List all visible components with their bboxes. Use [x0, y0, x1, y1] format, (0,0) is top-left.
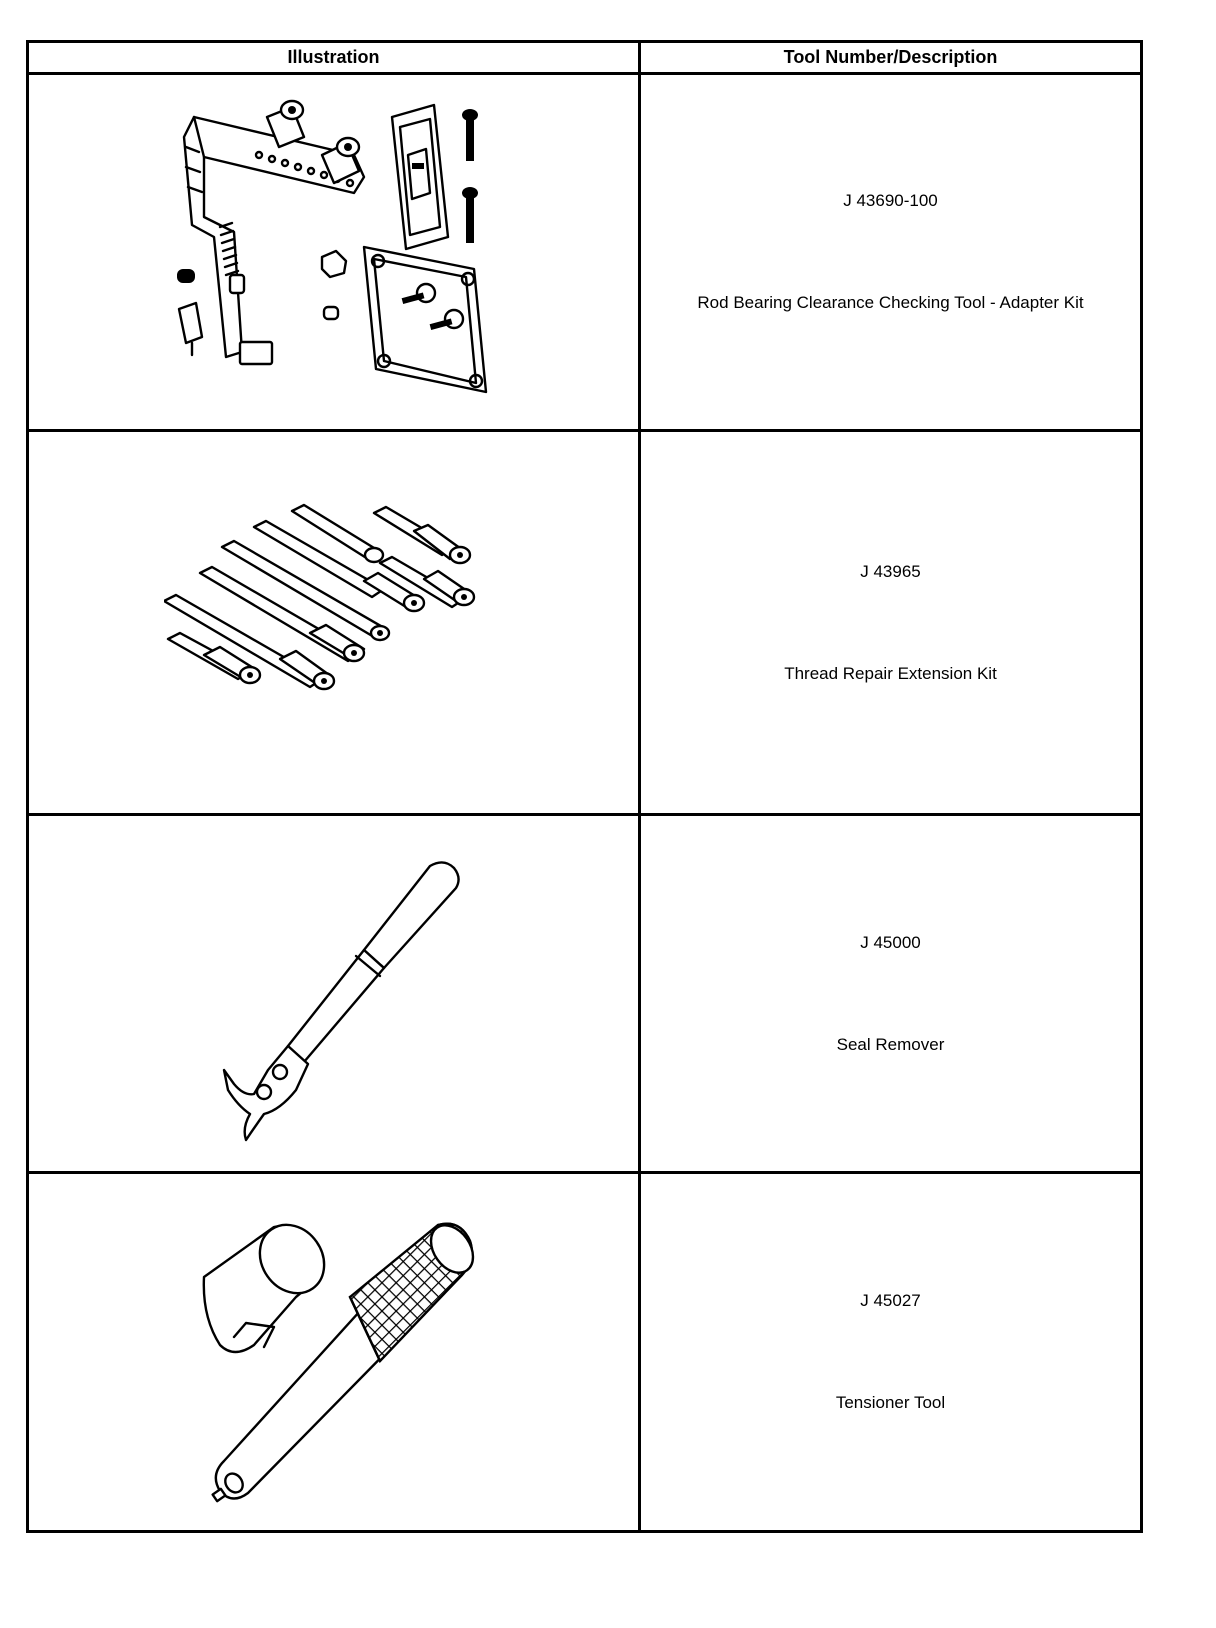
table-row: [28, 431, 1142, 815]
tool-number: J 43965: [860, 561, 921, 581]
tool-description: Tensioner Tool: [835, 1393, 946, 1412]
description-cell: [640, 431, 1142, 815]
tool-description: Thread Repair Extension Kit: [784, 663, 997, 683]
description-cell: [640, 815, 1142, 1173]
tool-number: J 45027: [860, 1291, 921, 1310]
illustration-cell: [28, 74, 640, 431]
header-illustration: Illustration: [28, 42, 640, 74]
table-row: [28, 1173, 1142, 1532]
illustration-cell: [28, 815, 640, 1173]
extension-kit-illustration-icon: [164, 503, 504, 743]
table-row: [28, 815, 1142, 1173]
illustration-cell: [28, 1173, 640, 1532]
tool-number: J 45000: [860, 932, 921, 952]
illustration-cell: [28, 431, 640, 815]
tool-description: Seal Remover: [836, 1034, 945, 1054]
header-row: [28, 42, 1142, 74]
description-cell: [640, 74, 1142, 431]
tensioner-tool-illustration-icon: [184, 1197, 484, 1507]
table-row: [28, 74, 1142, 431]
seal-remover-illustration-icon: [184, 844, 484, 1144]
tool-description: Rod Bearing Clearance Checking Tool - Adapter Kit: [697, 293, 1084, 312]
description-cell: [640, 1173, 1142, 1532]
tool-number: J 43690-100: [843, 191, 938, 210]
adapter-kit-illustration-icon: [164, 97, 504, 407]
header-tool-description: Tool Number/Description: [640, 42, 1142, 74]
tool-table: [26, 40, 1143, 1533]
